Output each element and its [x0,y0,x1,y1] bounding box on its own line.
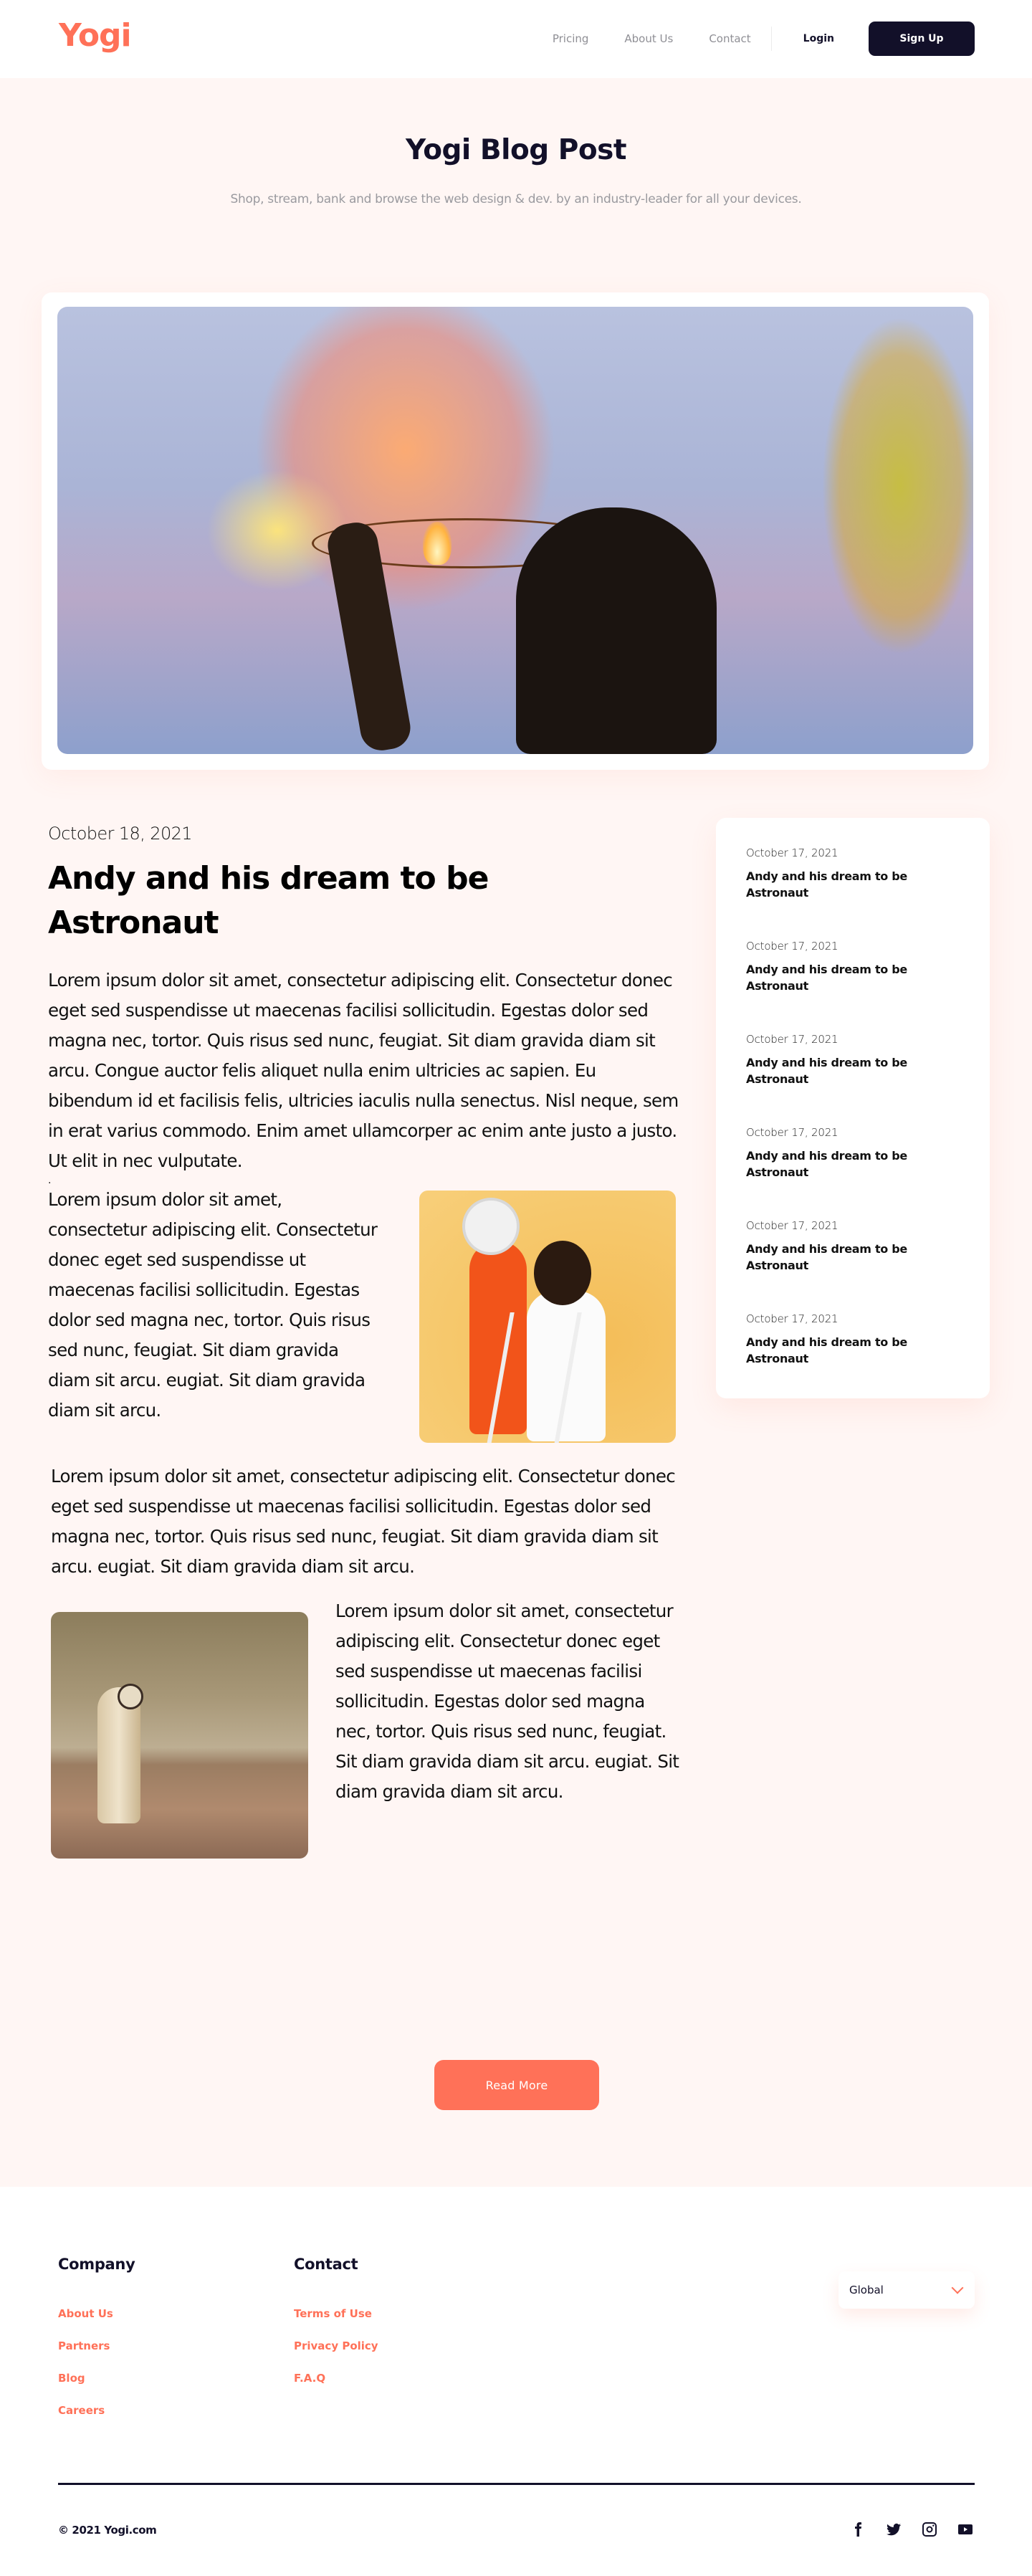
recent-post-date: October 17, 2021 [746,940,838,953]
recent-post-date: October 17, 2021 [746,1312,838,1325]
recent-post-date: October 17, 2021 [746,846,838,859]
recent-post-title[interactable]: Andy and his dream to be Astronaut [746,1149,907,1179]
astronaut-desert-image [51,1612,308,1859]
paragraph-with-image-left [48,1596,679,1883]
page-title: Yogi Blog Post [406,134,626,166]
kid-head-shape [534,1241,591,1305]
site-footer [0,2187,1032,2576]
article-date: October 18, 2021 [48,824,192,844]
footer-link-blog[interactable]: Blog [58,2372,85,2385]
blog-article [48,824,679,1883]
nav-contact[interactable]: Contact [709,32,751,45]
article-paragraph-1: Lorem ipsum dolor sit amet, consectetur adipiscing elit. Consectetur donec eget sed suspendisse ut maecenas facilisi sollicitudin. Egestas dolor sed magna nec, tortor. Quis risus sed nunc, feugiat. Sit diam gravida diam sit arcu. Congue auctor felis aliquet nulla enim ultricies ac sapien. Eu bibendum id et facilisis felis, ultricies iaculis nulla senectus. Nisl neque, sem in erat varius commodo. Enim amet ullamcorper ac enim ante justo a justo. Ut elit in nec vulputate. [48,970,679,1171]
recent-post-date: October 17, 2021 [746,1126,838,1139]
article-paragraph-3: Lorem ipsum dolor sit amet, consectetur adipiscing elit. Consectetur donec eget sed suspendisse ut maecenas facilisi sollicitudin. Egestas dolor sed magna nec, tortor. Quis risus sed nunc, feugiat. Sit diam gravida diam sit arcu. eugiat. Sit diam gravida diam sit arcu. [51,1466,675,1577]
footer-link-terms[interactable]: Terms of Use [294,2307,372,2320]
recent-post-title[interactable]: Andy and his dream to be Astronaut [746,869,907,900]
kids-astronaut-image [419,1191,676,1443]
read-more-button[interactable]: Read More [434,2060,599,2110]
page-subtitle: Shop, stream, bank and browse the web design & dev. by an industry-leader for all your devices. [230,192,802,206]
nav-pricing[interactable]: Pricing [552,32,589,45]
recent-post-item[interactable] [746,1126,990,1219]
lantern-flame-shape [423,522,452,565]
footer-company-heading: Company [58,2256,135,2273]
login-link[interactable]: Login [803,33,834,44]
paragraph-with-image-right [48,1185,679,1454]
twitter-icon[interactable] [884,2520,903,2539]
footer-link-privacy[interactable]: Privacy Policy [294,2339,378,2352]
footer-link-partners[interactable]: Partners [58,2339,110,2352]
boy-silhouette [516,507,717,754]
recent-post-title[interactable]: Andy and his dream to be Astronaut [746,1242,907,1272]
nav-about-us[interactable]: About Us [624,32,674,45]
footer-divider [58,2483,975,2485]
nav-divider [771,27,772,51]
recent-post-item[interactable] [746,940,990,1033]
stray-mark: . [48,1175,52,1186]
copyright: © 2021 Yogi.com [58,2524,157,2537]
kid-helmet-shape [462,1198,520,1255]
hero-image [57,307,973,754]
instagram-icon[interactable] [920,2520,939,2539]
main-content [0,78,1032,2187]
recent-post-date: October 17, 2021 [746,1219,838,1232]
region-select[interactable] [838,2271,975,2309]
hero-image-card [42,292,989,770]
article-paragraph-2: Lorem ipsum dolor sit amet, consectetur adipiscing elit. Consectetur donec eget sed suspendisse ut maecenas facilisi sollicitudin. Egestas dolor sed magna nec, tortor. Quis risus sed nunc, feugiat. Sit diam gravida diam sit arcu. eugiat. Sit diam gravida diam sit arcu. [48,1189,378,1421]
footer-link-about-us[interactable]: About Us [58,2307,113,2320]
main-nav [553,22,975,56]
recent-post-item[interactable] [746,1312,990,1406]
footer-company-column [58,2256,135,2419]
article-title: Andy and his dream to be Astronaut [48,860,489,941]
chevron-down-icon [952,2282,964,2294]
astronaut-helmet-shape [118,1684,143,1709]
article-paragraph-4: Lorem ipsum dolor sit amet, consectetur adipiscing elit. Consectetur donec eget sed suspendisse ut maecenas facilisi sollicitudin. Egestas dolor sed magna nec, tortor. Quis risus sed nunc, feugiat. Sit diam gravida diam sit arcu. eugiat. Sit diam gravida diam sit arcu. [335,1601,679,1802]
recent-post-item[interactable] [746,1219,990,1312]
recent-post-item[interactable] [746,846,990,940]
sign-up-button[interactable]: Sign Up [869,22,975,56]
logo[interactable]: Yogi [59,17,131,54]
footer-contact-column [294,2256,378,2387]
recent-post-date: October 17, 2021 [746,1033,838,1046]
recent-post-title[interactable]: Andy and his dream to be Astronaut [746,1335,907,1365]
site-header [0,0,1032,78]
footer-link-faq[interactable]: F.A.Q [294,2372,326,2385]
social-links [849,2520,975,2539]
recent-post-title[interactable]: Andy and his dream to be Astronaut [746,1056,907,1086]
footer-link-careers[interactable]: Careers [58,2404,105,2417]
youtube-icon[interactable] [956,2520,975,2539]
region-select-value: Global [849,2284,884,2296]
facebook-icon[interactable] [849,2520,867,2539]
recent-post-item[interactable] [746,1033,990,1126]
footer-contact-heading: Contact [294,2256,358,2273]
recent-posts-sidebar [716,818,990,1398]
recent-post-title[interactable]: Andy and his dream to be Astronaut [746,963,907,993]
